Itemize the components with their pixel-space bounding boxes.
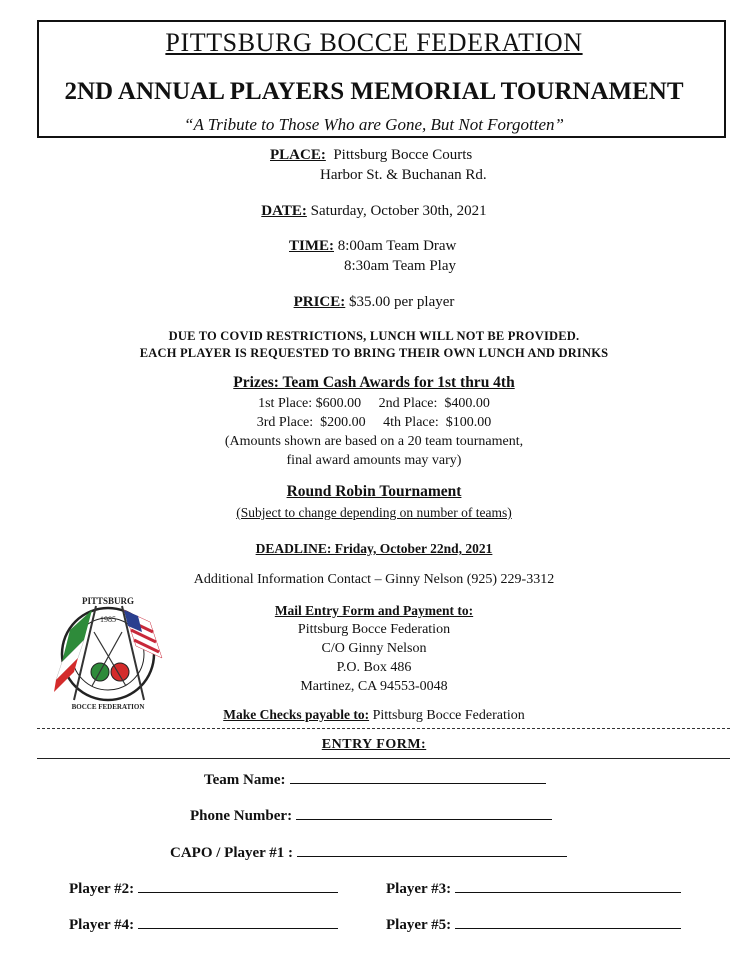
player-4-field[interactable] <box>138 913 338 929</box>
time-value-1: 8:00am Team Draw <box>337 238 457 254</box>
team-name-field[interactable] <box>290 768 546 784</box>
capo-label: CAPO / Player #1 : <box>170 845 294 861</box>
prizes-row-2: 3rd Place: $200.00 4th Place: $100.00 <box>256 415 492 430</box>
mail-line-1: Pittsburg Bocce Federation <box>297 622 451 637</box>
player-5-field[interactable] <box>455 913 681 929</box>
player-3-label: Player #3: <box>386 881 452 897</box>
entry-form-rule <box>37 758 730 759</box>
time-line <box>289 238 456 255</box>
logo-year: 1985 <box>100 615 116 624</box>
prizes-note-1: (Amounts shown are based on a 20 team tournament, <box>224 434 524 449</box>
deadline: DEADLINE: Friday, October 22nd, 2021 <box>255 541 493 556</box>
player-2-field[interactable] <box>138 877 338 893</box>
prizes-row-1: 1st Place: $600.00 2nd Place: $400.00 <box>258 396 490 411</box>
mail-line-3: P.O. Box 486 <box>336 660 412 675</box>
cut-line <box>37 728 730 729</box>
place-value-1: Pittsburg Bocce Courts <box>333 147 473 163</box>
price-value: $35.00 per player <box>349 294 455 310</box>
capo-field[interactable] <box>297 841 567 857</box>
mail-line-2: C/O Ginny Nelson <box>321 641 427 656</box>
price-line <box>0 294 748 311</box>
mail-heading: Mail Entry Form and Payment to: <box>274 603 474 618</box>
format-note: (Subject to change depending on number of teams) <box>236 505 512 520</box>
team-name-label: Team Name: <box>204 772 286 788</box>
date-label: DATE: <box>261 203 307 219</box>
date-value: Saturday, October 30th, 2021 <box>310 203 487 219</box>
player-3-row <box>386 877 681 898</box>
covid-notice-1: DUE TO COVID RESTRICTIONS, LUNCH WILL NOT BE PROVIDED. <box>168 329 580 343</box>
tagline: “A Tribute to Those Who are Gone, But Not Forgotten” <box>184 115 564 134</box>
price-label: PRICE: <box>293 294 346 310</box>
player-3-field[interactable] <box>455 877 681 893</box>
prizes-note-2: final award amounts may vary) <box>286 453 462 468</box>
prizes-heading: Prizes: Team Cash Awards for 1st thru 4th <box>233 374 515 391</box>
player-4-row <box>69 913 338 934</box>
team-name-row <box>204 768 546 789</box>
player-5-row <box>386 913 681 934</box>
checks-line <box>0 707 748 724</box>
format-heading: Round Robin Tournament <box>286 483 462 500</box>
logo-top-text: PITTSBURG <box>81 596 135 606</box>
contact-info: Additional Information Contact – Ginny Nelson (925) 229-3312 <box>193 572 555 587</box>
phone-label: Phone Number: <box>190 808 293 824</box>
date-line <box>0 203 748 220</box>
place-label: PLACE: <box>270 147 326 163</box>
capo-row <box>170 841 567 862</box>
player-2-row <box>69 877 338 898</box>
checks-payee: Pittsburg Bocce Federation <box>372 708 525 723</box>
checks-label: Make Checks payable to: <box>223 707 370 722</box>
time-value-2: 8:30am Team Play <box>344 258 456 274</box>
covid-notice-2: EACH PLAYER IS REQUESTED TO BRING THEIR OWN LUNCH AND DRINKS <box>139 346 609 360</box>
phone-row <box>190 804 552 825</box>
mail-line-4: Martinez, CA 94553-0048 <box>300 679 448 694</box>
place-line <box>270 147 472 164</box>
logo-bottom-text: BOCCE FEDERATION <box>71 703 145 711</box>
player-2-label: Player #2: <box>69 881 135 897</box>
org-title: PITTSBURG BOCCE FEDERATION <box>165 28 583 57</box>
tournament-title: 2ND ANNUAL PLAYERS MEMORIAL TOURNAMENT <box>64 78 684 105</box>
entry-form-title: ENTRY FORM: <box>321 737 427 752</box>
time-label: TIME: <box>289 238 334 254</box>
player-5-label: Player #5: <box>386 917 452 933</box>
place-value-2: Harbor St. & Buchanan Rd. <box>320 167 487 183</box>
player-4-label: Player #4: <box>69 917 135 933</box>
phone-field[interactable] <box>296 804 552 820</box>
